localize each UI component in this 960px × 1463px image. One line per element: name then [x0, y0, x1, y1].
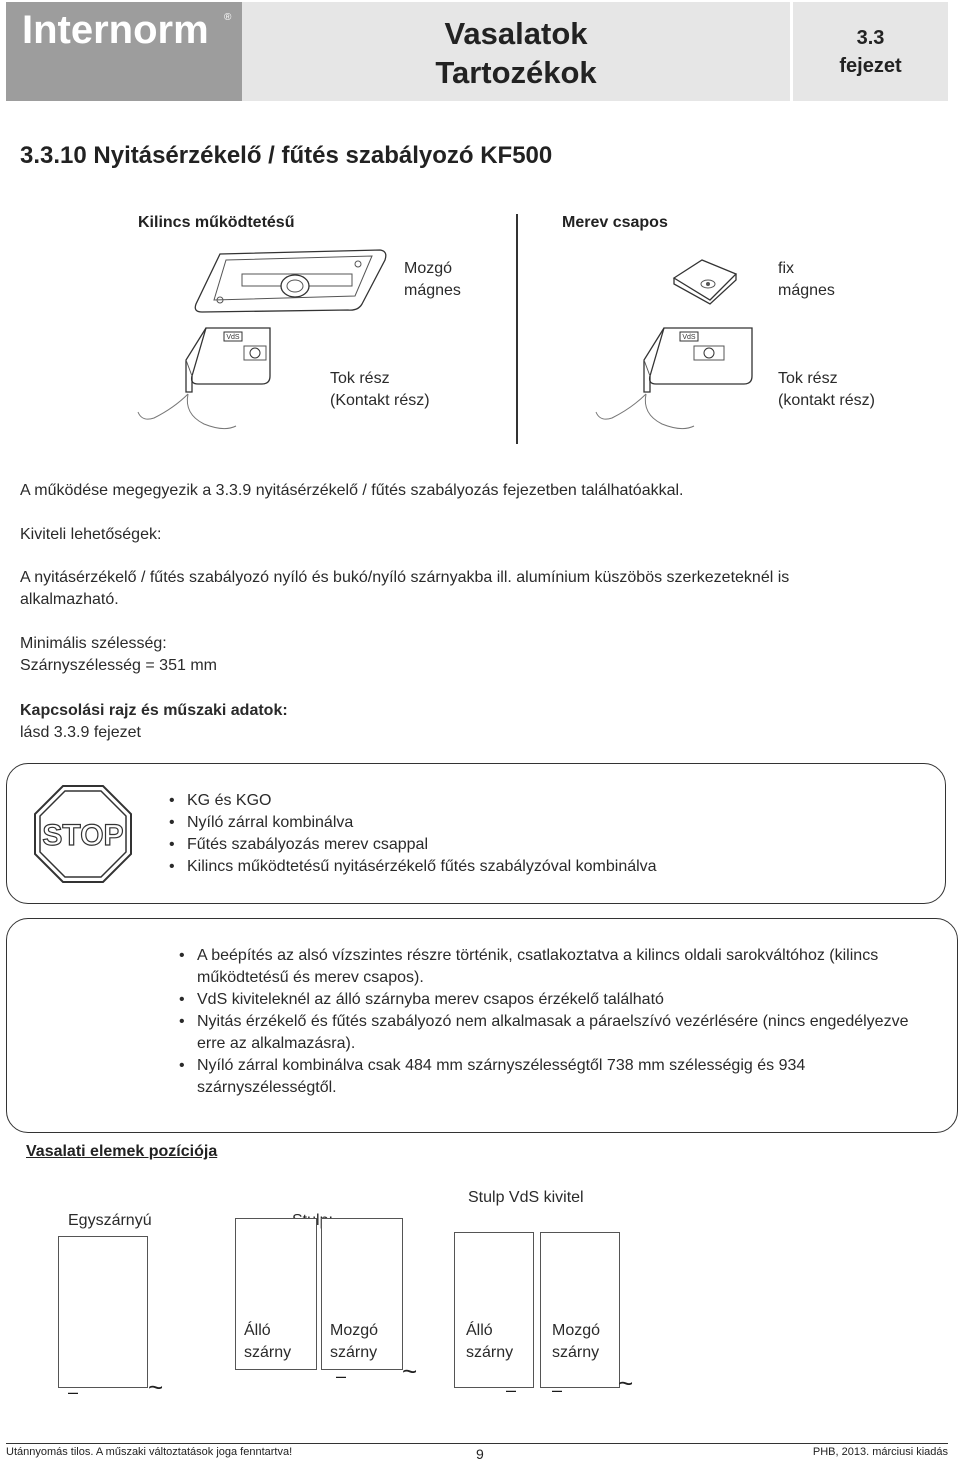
header-title-line2: Tartozékok: [435, 55, 597, 90]
list-item: • A beépítés az alsó vízszintes részre történik, csatlakoztatva a kilincs oldali sarokváltóhoz (kilincs működtetésű és merev csapos).: [179, 945, 939, 989]
stulp-fixed-label-1: Álló: [244, 1322, 271, 1339]
header-title-block: [242, 2, 790, 101]
list-item: • Nyitás érzékelő és fűtés szabályozó nem alkalmasak a páraelszívó vezérlésére (nincs engedélyezve erre az alkalmazásra).: [179, 1011, 939, 1055]
moving-magnet-label-1: Mozgó: [404, 260, 453, 277]
column-divider: [516, 214, 518, 444]
vds-fixed-dash: –: [506, 1380, 517, 1400]
contact-part-drawing-right: [582, 324, 762, 436]
vds-fixed-label-1: Álló: [466, 1322, 493, 1339]
fixed-magnet-drawing: [664, 256, 744, 306]
stop-restrictions-list: [169, 790, 657, 878]
stulp-fixed-label-2: szárny: [244, 1344, 292, 1361]
vds-moving-sash-frame: [540, 1232, 620, 1388]
contact-part-left-label-2: (Kontakt rész): [330, 392, 430, 409]
registered-mark: ®: [224, 12, 232, 23]
vds-fixed-sash-frame: [454, 1232, 534, 1388]
function-paragraph: A működése megegyezik a 3.3.9 nyitásérzékelő / fűtés szabályozás fejezetben találhatóakkal.: [20, 482, 684, 499]
notes-list: [179, 945, 939, 1099]
list-item: • KG és KGO: [169, 790, 657, 812]
wiring-heading: Kapcsolási rajz és műszaki adatok:: [20, 702, 288, 719]
vds-mark-right: VdS: [682, 334, 696, 341]
header-title-line1: Vasalatok: [444, 16, 588, 51]
min-width-label: Minimális szélesség:: [20, 635, 167, 652]
header-chapter-block: [790, 2, 948, 101]
right-column-heading: Merev csapos: [562, 214, 668, 231]
fixed-magnet-label-1: fix: [778, 260, 794, 277]
wiring-reference: lásd 3.3.9 fejezet: [20, 724, 141, 741]
contact-part-left-label-1: Tok rész: [330, 370, 390, 387]
positions-title: Vasalati elemek pozíciója: [26, 1143, 218, 1160]
vds-moving-label-1: Mozgó: [552, 1322, 601, 1339]
notes-box: [6, 918, 958, 1133]
vds-moving-label-2: szárny: [552, 1344, 600, 1361]
contact-part-right-label-2: (kontakt rész): [778, 392, 875, 409]
left-column-heading: Kilincs működtetésű: [138, 214, 295, 231]
options-heading: Kiviteli lehetőségek:: [20, 526, 162, 543]
internorm-logo: Internorm: [22, 8, 209, 52]
stop-sign-text: STOP: [42, 819, 124, 852]
stulp-vds-label: Stulp VdS kivitel: [468, 1189, 584, 1206]
contact-part-drawing-left: [124, 324, 284, 436]
page-number: 9: [476, 1446, 484, 1462]
single-sash-label: Egyszárnyú: [68, 1212, 152, 1229]
list-item: • VdS kiviteleknél az álló szárnyba merev csapos érzékelő található: [179, 989, 939, 1011]
list-item: • Nyíló zárral kombinálva csak 484 mm szárnyszélességtől 738 mm szélességig és 934 szárnyszélességtől.: [179, 1055, 939, 1099]
single-sash-wave: ~: [148, 1372, 164, 1402]
vds-fixed-label-2: szárny: [466, 1344, 514, 1361]
header-logo-block: [6, 2, 242, 101]
stulp-wave: ~: [402, 1356, 418, 1386]
chapter-number: 3.3: [856, 27, 885, 49]
moving-magnet-drawing: [190, 246, 390, 316]
options-paragraph-line2: alkalmazható.: [20, 591, 119, 608]
footer-copyright: Utánnyomás tilos. A műszaki változtatások joga fenntartva!: [6, 1446, 293, 1458]
moving-magnet-label-2: mágnes: [404, 282, 461, 299]
stop-sign-icon: [33, 784, 133, 884]
vds-moving-dash: –: [552, 1380, 563, 1400]
list-item: • Nyíló zárral kombinálva: [169, 812, 657, 834]
options-paragraph-line1: A nyitásérzékelő / fűtés szabályozó nyíló és bukó/nyíló szárnyakba ill. alumínium küszöbös szerkezeteknél is: [20, 569, 790, 586]
vds-mark-left: VdS: [226, 334, 240, 341]
stulp-moving-label-1: Mozgó: [330, 1322, 379, 1339]
vds-wave: ~: [618, 1368, 634, 1398]
single-sash-dash: –: [68, 1382, 79, 1402]
section-title: 3.3.10 Nyitásérzékelő / fűtés szabályozó KF500: [20, 142, 553, 169]
chapter-label: fejezet: [839, 55, 902, 77]
min-width-value: Szárnyszélesség = 351 mm: [20, 657, 217, 674]
stulp-moving-label-2: szárny: [330, 1344, 378, 1361]
fixed-magnet-label-2: mágnes: [778, 282, 835, 299]
stop-restrictions-box: [6, 763, 946, 904]
footer-rule: [6, 1443, 948, 1444]
single-sash-frame: [58, 1236, 148, 1388]
footer-edition: PHB, 2013. márciusi kiadás: [812, 1446, 948, 1458]
stulp-dash: –: [336, 1366, 347, 1386]
list-item: • Fűtés szabályozás merev csappal: [169, 834, 657, 856]
list-item: • Kilincs működtetésű nyitásérzékelő fűtés szabályzóval kombinálva: [169, 856, 657, 878]
contact-part-right-label-1: Tok rész: [778, 370, 838, 387]
